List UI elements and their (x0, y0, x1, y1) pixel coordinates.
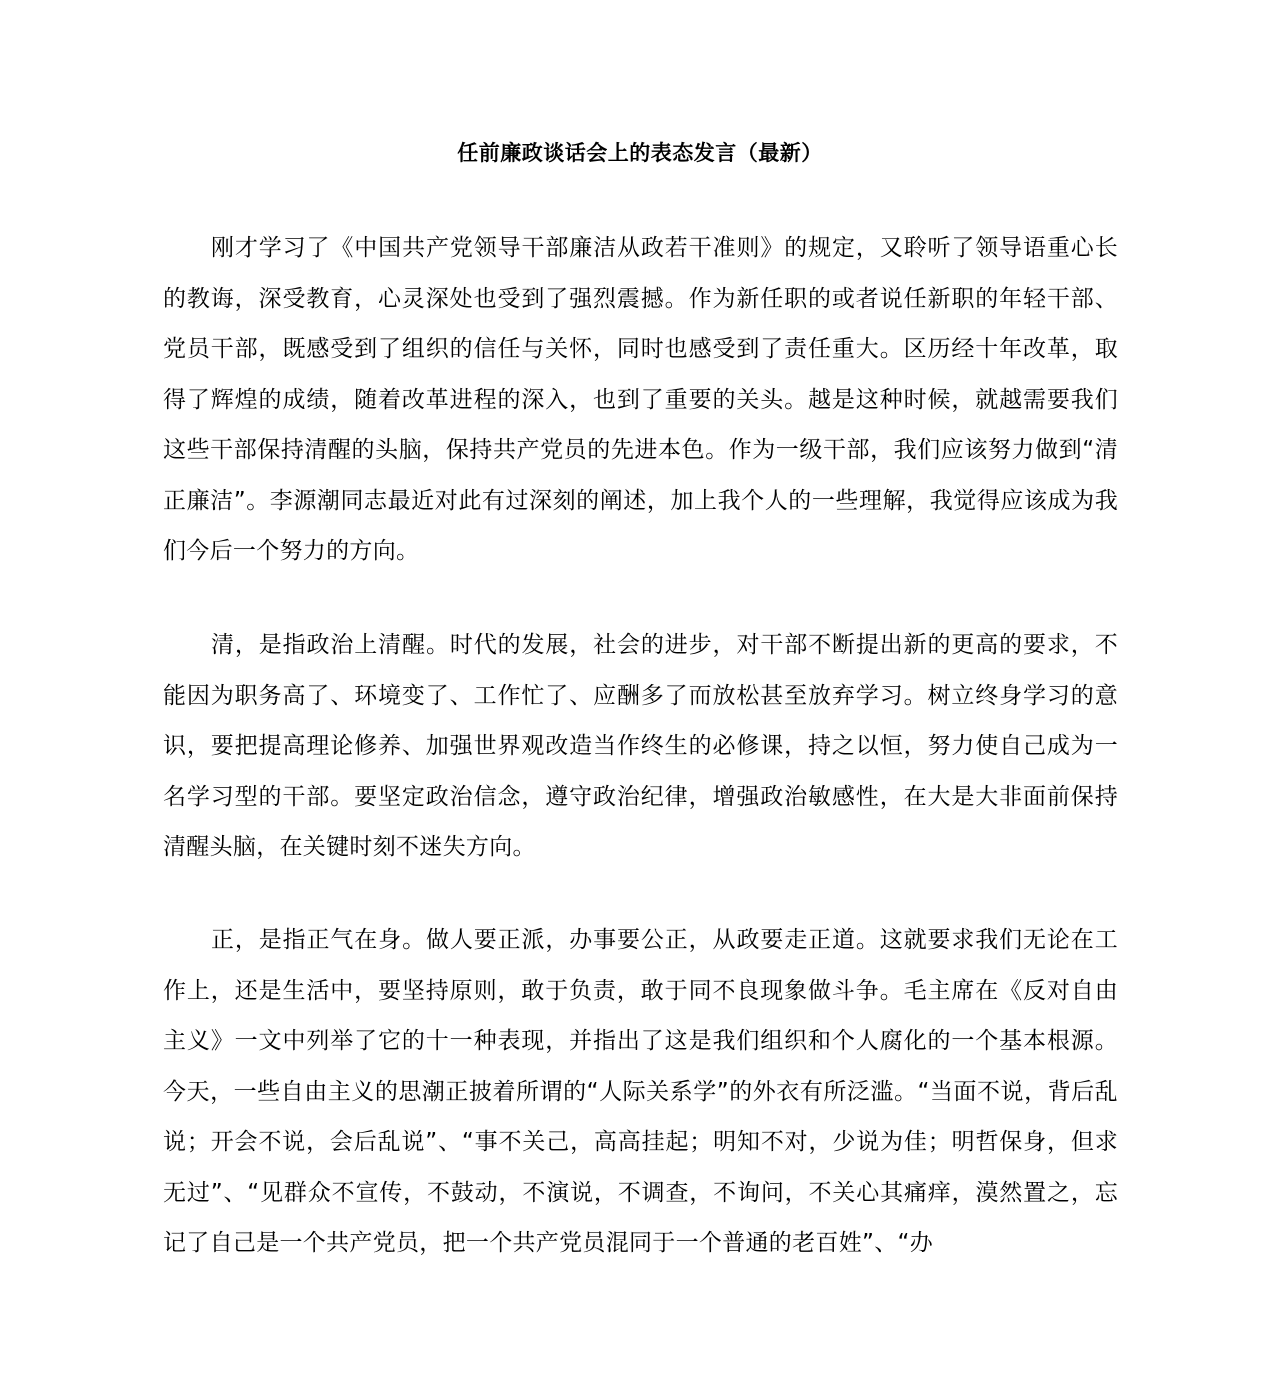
paragraph-qing: 清，是指政治上清醒。时代的发展，社会的进步，对干部不断提出新的更高的要求，不能因为职务高了、环境变了、工作忙了、应酬多了而放松甚至放弃学习。树立终身学习的意识，要把提高理论修养、加强世界观改造当作终生的必修课，持之以恒，努力使自己成为一名学习型的干部。要坚定政治信念，遵守政治纪律，增强政治敏感性，在大是大非面前保持清醒头脑，在关键时刻不迷失方向。 (163, 632, 1118, 860)
paragraph-intro: 刚才学习了《中国共产党领导干部廉洁从政若干准则》的规定，又聆听了领导语重心长的教诲，深受教育，心灵深处也受到了强烈震撼。作为新任职的或者说任新职的年轻干部、党员干部，既感受到了组织的信任与关怀，同时也感受到了责任重大。区历经十年改革，取得了辉煌的成绩，随着改革进程的深入，也到了重要的关头。越是这种时候，就越需要我们这些干部保持清醒的头脑，保持共产党员的先进本色。作为一级干部，我们应该努力做到“清正廉洁”。李源潮同志最近对此有过深刻的阐述，加上我个人的一些理解，我觉得应该成为我们今后一个努力的方向。 (163, 235, 1118, 564)
document-title: 任前廉政谈话会上的表态发言（最新） (457, 141, 823, 165)
paragraph-zheng: 正，是指正气在身。做人要正派，办事要公正，从政要走正道。这就要求我们无论在工作上，还是生活中，要坚持原则，敢于负责，敢于同不良现象做斗争。毛主席在《反对自由主义》一文中列举了它的十一种表现，并指出了这是我们组织和个人腐化的一个基本根源。今天，一些自由主义的思潮正披着所谓的“人际关系学”的外衣有所泛滥。“当面不说，背后乱说；开会不说，会后乱说”、“事不关己，高高挂起；明知不对，少说为佳；明哲保身，但求无过”、“见群众不宣传，不鼓动，不演说，不调查，不询问，不关心其痛痒，漠然置之，忘记了自己是一个共产党员，把一个共产党员混同于一个普通的老百姓”、“办 (163, 927, 1118, 1256)
